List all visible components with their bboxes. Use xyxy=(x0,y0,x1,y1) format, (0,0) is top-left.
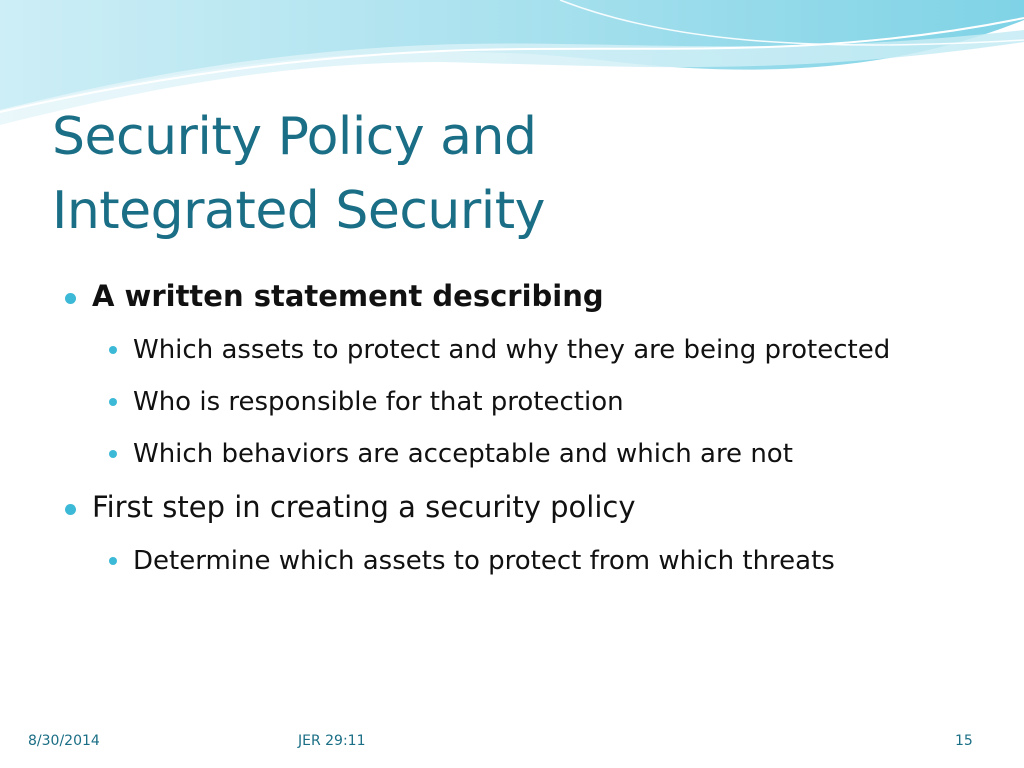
bullet-dot-icon xyxy=(109,557,117,565)
bullet-item xyxy=(60,487,960,527)
sub-bullet-item xyxy=(60,382,960,423)
slide-title-line1: Security Policy and xyxy=(52,107,537,167)
sub-bullet-text: Which assets to protect and why they are being protected xyxy=(133,335,891,365)
bullet-dot-icon xyxy=(65,293,76,304)
sub-bullet-item xyxy=(60,330,960,371)
footer-date: 8/30/2014 xyxy=(28,733,100,749)
footer-center-text: JER 29:11 xyxy=(298,733,366,749)
bullet-text: First step in creating a security policy xyxy=(92,490,636,524)
bullet-dot-icon xyxy=(109,450,117,458)
bullet-dot-icon xyxy=(109,398,117,406)
bullet-list xyxy=(60,276,960,582)
sub-bullet-item xyxy=(60,541,960,582)
slide-title-line2: Integrated Security xyxy=(52,181,545,241)
sub-bullet-item xyxy=(60,434,960,475)
bullet-item xyxy=(60,276,960,316)
slide-number: 15 xyxy=(955,733,973,749)
bullet-dot-icon xyxy=(109,346,117,354)
slide-title xyxy=(52,100,952,248)
bullet-text: A written statement describing xyxy=(92,279,604,313)
bullet-dot-icon xyxy=(65,504,76,515)
sub-bullet-text: Which behaviors are acceptable and which are not xyxy=(133,439,793,469)
sub-bullet-text: Determine which assets to protect from which threats xyxy=(133,546,835,576)
sub-bullet-text: Who is responsible for that protection xyxy=(133,387,624,417)
